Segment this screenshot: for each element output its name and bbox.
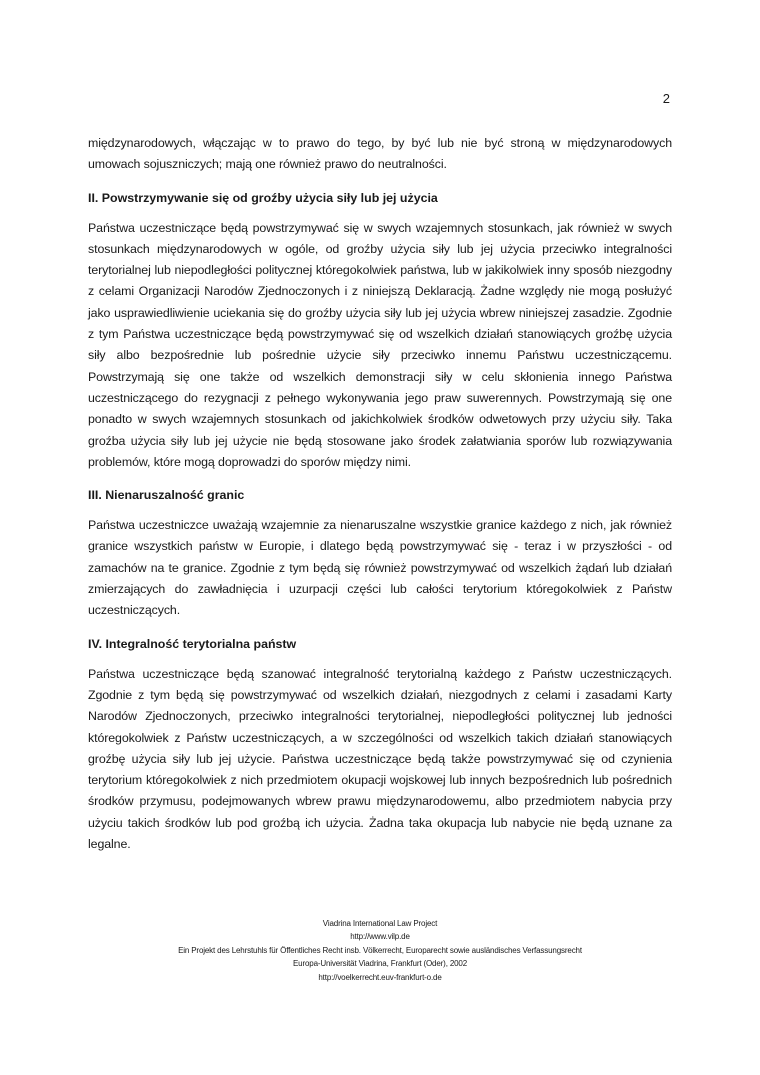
footer-university: Europa-Universität Viadrina, Frankfurt (Oder), 2002: [292, 959, 468, 969]
section-heading-iii: III. Nienaruszalność granic: [88, 488, 245, 503]
intro-paragraph: międzynarodowych, włączając w to prawo do tego, by być lub nie być stroną w międzynarodowych umowach sojuszniczych; mają one również prawo do neutralności.: [88, 136, 672, 172]
page-number: 2: [662, 91, 670, 106]
footer: [0, 917, 760, 984]
footer-project-url: http://www.vilp.de: [350, 932, 410, 942]
section-body-ii: Państwa uczestniczące będą powstrzymywać się w swych wzajemnych stosunkach, jak również w swych stosunkach międzynarodowych w ogóle, od groźby użycia siły lub jej użycia przeciwko integralności terytorialnej lub niepodległości politycznej któregokolwiek państwa, lub w jakikolwiek inny sposób niezgodny z celami Organizacji Narodów Zjednoczonych i z niniejszą Deklaracją. Żadne względy nie mogą posłużyć jako usprawiedliwienie uciekania się do groźby użycia siły lub jej użycia wbrew niniejszej zasadzie. Zgodnie z tym Państwa uczestniczące będą powstrzymywać się od wszelkich działań stanowiących groźbę użycia siły albo bezpośrednie lub pośrednie użycie siły przeciwko innemu Państwu uczestniczącemu. Powstrzymają się one także od wszelkich demonstracji siły w celu skłonienia innego Państwa uczestniczącego do rezygnacji z pełnego wykonywania jego praw suwerennych. Powstrzymają się one ponadto w swych wzajemnych stosunkach od jakichkolwiek środków odwetowych przy użyciu siły. Taka groźba użycia siły lub jej użycie nie będą stosowane jako środek załatwiania sporów lub rozwiązywania problemów, które mogą doprowadzi do sporów między nimi.: [88, 220, 672, 469]
footer-description: Ein Projekt des Lehrstuhls für Öffentliches Recht insb. Völkerrecht, Europarecht sowie ausländisches Verfassungsrecht: [178, 945, 582, 955]
section-body-iii: Państwa uczestniczce uważają wzajemnie za nienaruszalne wszystkie granice każdego z nich, jak również granice wszystkich państw w Europie, i dlatego będą powstrzymywać się - teraz i w przyszłości - od zamachów na te granice. Zgodnie z tym będą się również powstrzymywać od wszelkich żądań lub działań zmierzających do zawładnięcia i uzurpacji części lub całości terytorium któregokolwiek z Państw uczestniczących.: [88, 518, 672, 618]
section-heading-ii: II. Powstrzymywanie się od groźby użycia siły lub jej użycia: [88, 190, 438, 205]
document-body: [88, 133, 672, 855]
section-body-iv: Państwa uczestniczące będą szanować integralność terytorialną każdego z Państw uczestniczących. Zgodnie z tym będą się powstrzymywać od wszelkich działań, niezgodnych z celami i zasadami Karty Narodów Zjednoczonych, przeciwko integralności terytorialnej, niepodległości politycznej lub jedności któregokolwiek z Państw uczestniczących, a w szczególności od wszelkich takich działań stanowiących groźbę użycia siły lub jej użycie. Państwa uczestniczące będą także powstrzymywać się od czynienia terytorium któregokolwiek z nich przedmiotem okupacji wojskowej lub innych bezpośrednich lub pośrednich środków przymusu, podejmowanych wbrew prawu międzynarodowemu, albo przedmiotem nabycia przy użyciu takich środków lub pod groźbą ich użycia. Żadna taka okupacja lub nabycie nie będą uznane za legalne.: [88, 666, 672, 852]
footer-website: http://voelkerrecht.euv-frankfurt-o.de: [318, 972, 442, 982]
section-heading-iv: IV. Integralność terytorialna państw: [88, 636, 297, 651]
footer-project-name: Viadrina International Law Project: [322, 919, 438, 928]
